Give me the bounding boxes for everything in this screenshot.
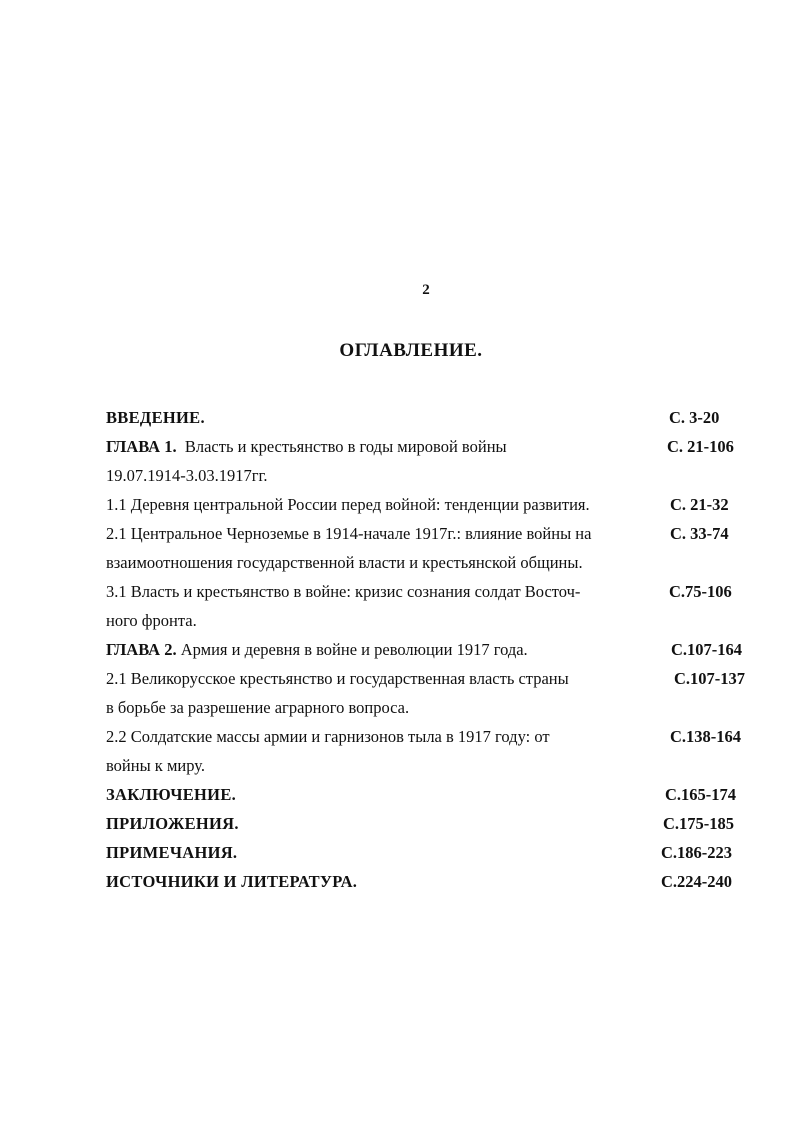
toc-entry-text: 2.1 Великорусское крестьянство и государственная власть страны (106, 669, 569, 688)
toc-entry-page: С. 21-106 (667, 437, 734, 456)
toc-entry-notes (106, 838, 766, 867)
toc-entry-label: ПРИМЕЧАНИЯ. (106, 843, 238, 862)
toc-entry-text: Армия и деревня в войне и революции 1917 года. (180, 640, 528, 659)
toc-entry-page: С.75-106 (669, 582, 732, 601)
toc-entry-appendices (106, 809, 766, 838)
toc-entry-introduction (106, 403, 766, 432)
toc-entry-conclusion (106, 780, 766, 809)
toc-entry-text: 2.1 Центральное Черноземье в 1914-начале 1917г.: влияние войны на (106, 524, 592, 543)
toc-entry-section-2-2 (106, 722, 766, 780)
toc-entry-page: С. 21-32 (670, 495, 729, 514)
toc-entry-label: ЗАКЛЮЧЕНИЕ. (106, 785, 237, 804)
toc-entry-chapter-1 (106, 432, 766, 490)
toc-entry-text: 19.07.1914-3.03.1917гг. (106, 466, 268, 485)
toc-entry-page: С.224-240 (661, 872, 733, 891)
toc-entry-page: С. 33-74 (670, 524, 729, 543)
toc-entry-section-3-1 (106, 577, 766, 635)
toc-entry-text: 2.2 Солдатские массы армии и гарнизонов тыла в 1917 году: от (106, 727, 550, 746)
toc-entry-section-2-1-peasantry (106, 664, 766, 722)
toc-entry-chapter-2 (106, 635, 766, 664)
toc-entry-text: в борьбе за разрешение аграрного вопроса. (106, 698, 410, 717)
toc-entry-label: ПРИЛОЖЕНИЯ. (106, 814, 239, 833)
toc-entry-page: С.138-164 (670, 727, 742, 746)
toc-entry-section-2-1-chernozem (106, 519, 766, 577)
toc-entry-page: С.175-185 (663, 814, 735, 833)
toc-entry-label: ИСТОЧНИКИ И ЛИТЕРАТУРА. (106, 872, 358, 891)
toc-entry-label: ГЛАВА 1. (106, 437, 177, 456)
toc-entry-page: С.186-223 (661, 843, 733, 862)
toc-entry-label: ВВЕДЕНИЕ. (106, 408, 205, 427)
toc-entry-text: Власть и крестьянство в годы мировой войны (184, 437, 507, 456)
toc-entry-page: С.107-137 (674, 669, 746, 688)
toc-entry-label: ГЛАВА 2. (106, 640, 177, 659)
toc-entry-page: С.165-174 (665, 785, 737, 804)
toc-entry-text: ного фронта. (106, 611, 197, 630)
toc-entry-page: С.107-164 (671, 640, 743, 659)
page-number: 2 (422, 282, 430, 298)
toc-entry-page: С. 3-20 (669, 408, 720, 427)
toc-entry-text: 3.1 Власть и крестьянство в войне: кризис сознания солдат Восточ- (106, 582, 581, 601)
toc-entry-section-1-1 (106, 490, 766, 519)
toc-title: ОГЛАВЛЕНИЕ. (339, 340, 483, 361)
table-of-contents (106, 403, 766, 896)
toc-entry-text: 1.1 Деревня центральной России перед войной: тенденции развития. (106, 495, 590, 514)
toc-entry-sources (106, 867, 766, 896)
toc-entry-text: взаимоотношения государственной власти и крестьянской общины. (106, 553, 583, 572)
toc-entry-text: войны к миру. (106, 756, 205, 775)
